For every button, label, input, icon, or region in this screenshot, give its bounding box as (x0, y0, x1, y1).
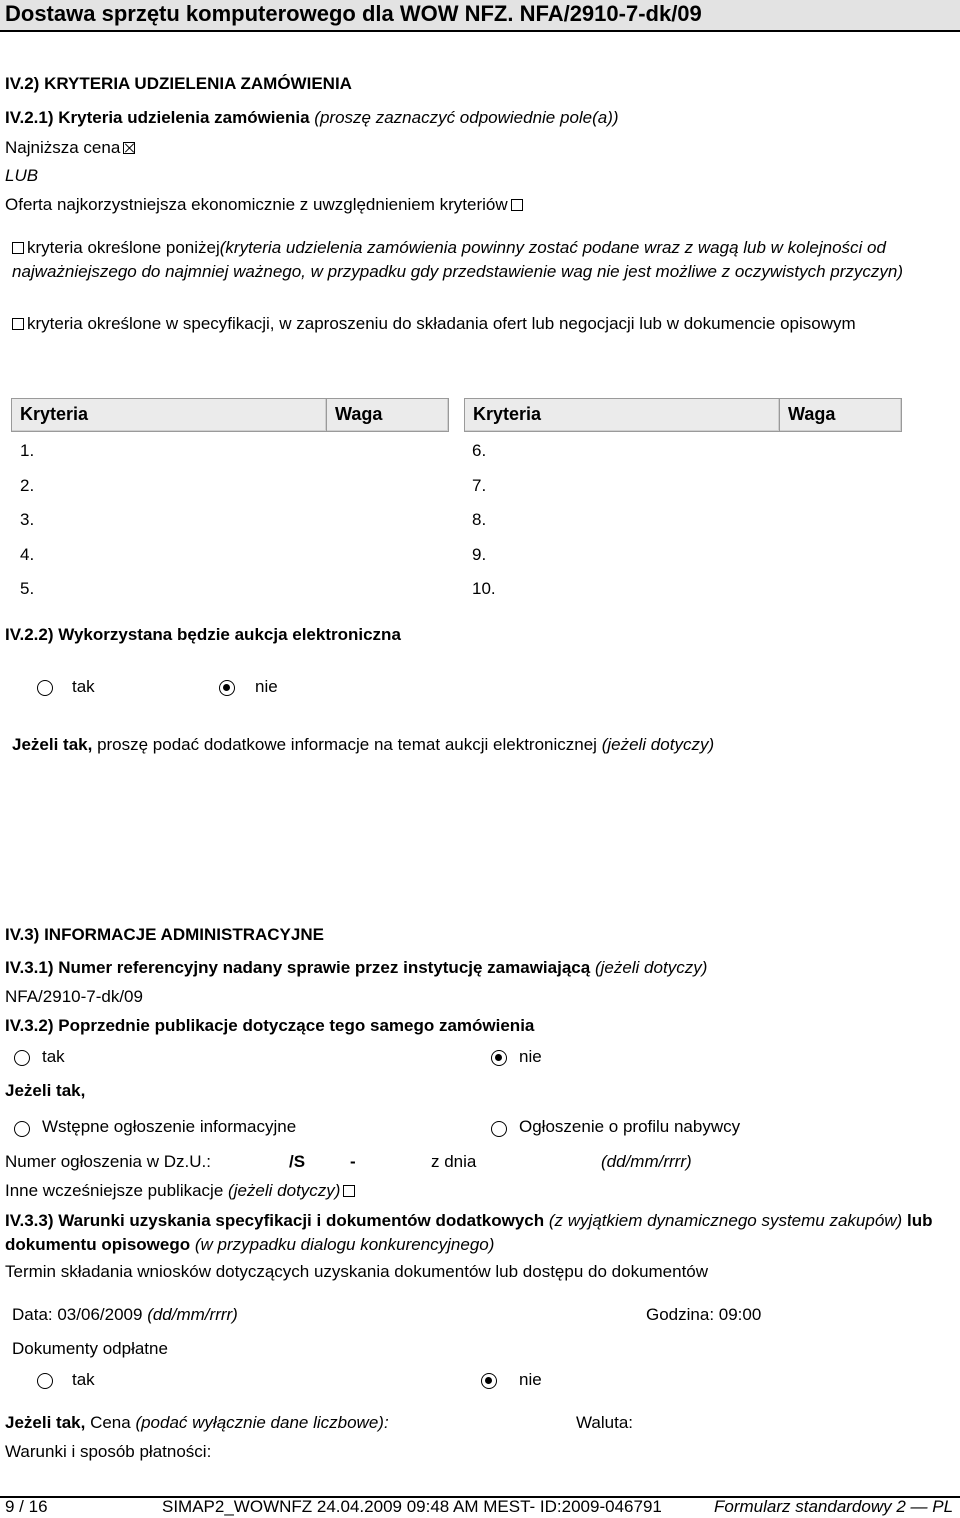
footer-form-name: Formularz standardowy 2 — PL (714, 1497, 954, 1516)
table-row: 2. (20, 476, 35, 495)
criteria-below-label: kryteria określone poniżej (27, 238, 220, 257)
criteria-below-option[interactable] (12, 236, 947, 284)
checkbox-icon[interactable] (12, 242, 24, 254)
notice-dash: - (350, 1152, 356, 1171)
deadline-label: Termin składania wniosków dotyczących uzyskania dokumentów lub dostępu do dokumentów (5, 1262, 709, 1281)
section-iv3-heading: IV.3) INFORMACJE ADMINISTRACYJNE (5, 925, 324, 944)
lowest-price-label: Najniższa cena (5, 138, 121, 157)
prev-pub-no-label: nie (519, 1047, 542, 1066)
auction-info-bold: Jeżeli tak, (12, 735, 93, 754)
auction-no-radio[interactable] (219, 680, 235, 696)
table-header-criteria-left: Kryteria (11, 398, 327, 432)
table-row: 10. (472, 579, 496, 598)
table-header-weight-left: Waga (326, 398, 449, 432)
other-publications-italic: (jeżeli dotyczy) (228, 1181, 341, 1200)
notice-s-label: /S (289, 1152, 306, 1171)
reference-number: NFA/2910-7-dk/09 (5, 987, 143, 1006)
page-title: Dostawa sprzętu komputerowego dla WOW NFZ. NFA/2910-7-dk/09 (5, 1, 702, 26)
other-publications-label: Inne wcześniejsze publikacje (5, 1181, 224, 1200)
pin-radio[interactable] (14, 1121, 30, 1137)
prev-pub-yes-radio[interactable] (14, 1050, 30, 1066)
other-publications[interactable] (5, 1181, 358, 1201)
auction-info-italic: (jeżeli dotyczy) (601, 735, 715, 754)
price-label: Cena (90, 1413, 131, 1432)
deadline-date-value: Data: 03/06/2009 (12, 1305, 143, 1324)
prev-pub-no-radio[interactable] (491, 1050, 507, 1066)
footer-document-id: SIMAP2_WOWNFZ 24.04.2009 09:48 AM MEST- ID:2009-046791 (162, 1497, 662, 1516)
checkbox-icon[interactable] (511, 199, 523, 211)
payment-terms-label: Warunki i sposób płatności: (5, 1442, 212, 1461)
table-row: 8. (472, 510, 487, 529)
table-row: 9. (472, 545, 487, 564)
deadline-date-format: (dd/mm/rrrr) (147, 1305, 238, 1324)
currency-label: Waluta: (576, 1413, 634, 1432)
table-row: 6. (472, 441, 487, 460)
deadline-date (12, 1305, 238, 1325)
or-label: LUB (5, 166, 39, 185)
meat-label: Oferta najkorzystniejsza ekonomicznie z uwzględnieniem kryteriów (5, 195, 508, 214)
criteria-below-note: (kryteria udzielenia zamówienia powinny zostać podane wraz z wagą lub w kolejności od najważniejszego do najmniej ważnego, w przypadku gdy przedstawienie wag nie jest możliwe z oczywistych przyczyn) (12, 238, 904, 281)
prev-pub-if-yes: Jeżeli tak, (5, 1081, 86, 1100)
section-iv33-heading-italic1: (z wyjątkiem dynamicznego systemu zakupów) (548, 1211, 903, 1230)
section-iv21-heading (5, 108, 619, 128)
section-iv22-heading: IV.2.2) Wykorzystana będzie aukcja elektroniczna (5, 625, 401, 644)
table-row: 7. (472, 476, 487, 495)
prev-pub-yes-label: tak (42, 1047, 65, 1066)
section-iv33-heading-italic2: (w przypadku dialogu konkurencyjnego) (194, 1235, 495, 1254)
section-iv33-heading-bold: IV.3.3) Warunki uzyskania specyfikacji i dokumentów dodatkowych (5, 1211, 545, 1230)
criteria-spec-label: kryteria określone w specyfikacji, w zaproszeniu do składania ofert lub negocjacji lub w dokumencie opisowym (27, 314, 856, 333)
price-line (5, 1413, 389, 1433)
section-iv21-heading-italic: (proszę zaznaczyć odpowiednie pole(a)) (314, 108, 619, 127)
auction-yes-label: tak (72, 677, 95, 696)
paid-documents-label: Dokumenty odpłatne (12, 1339, 168, 1358)
section-iv32-heading: IV.3.2) Poprzednie publikacje dotyczące tego samego zamówienia (5, 1016, 535, 1035)
meat-option[interactable] (5, 195, 526, 215)
auction-yes-radio[interactable] (37, 680, 53, 696)
section-iv31-heading-bold: IV.3.1) Numer referencyjny nadany sprawie przez instytucję zamawiającą (5, 958, 591, 977)
section-iv31-heading-italic: (jeżeli dotyczy) (594, 958, 708, 977)
section-iv33-heading-bold2: lub dokumentu opisowego (5, 1211, 933, 1254)
lowest-price-option[interactable] (5, 138, 138, 158)
auction-no-label: nie (255, 677, 278, 696)
checked-box-icon[interactable] (123, 142, 135, 154)
paid-docs-yes-label: tak (72, 1370, 95, 1389)
auction-info-text: proszę podać dodatkowe informacje na temat aukcji elektronicznej (97, 735, 597, 754)
deadline-time: Godzina: 09:00 (646, 1305, 762, 1324)
paid-docs-no-label: nie (519, 1370, 542, 1389)
checkbox-icon[interactable] (343, 1185, 355, 1197)
price-note: (podać wyłącznie dane liczbowe): (135, 1413, 389, 1432)
section-iv31-heading (5, 958, 707, 978)
checkbox-icon[interactable] (12, 318, 24, 330)
table-row: 5. (20, 579, 35, 598)
notice-number-label: Numer ogłoszenia w Dz.U.: (5, 1152, 211, 1171)
footer-page-number: 9 / 16 (5, 1497, 48, 1516)
section-iv2-heading: IV.2) KRYTERIA UDZIELENIA ZAMÓWIENIA (5, 74, 352, 93)
table-header-criteria-right: Kryteria (464, 398, 780, 432)
notice-date-label: z dnia (431, 1152, 477, 1171)
table-header-weight-right: Waga (779, 398, 902, 432)
buyer-profile-radio[interactable] (491, 1121, 507, 1137)
table-row: 1. (20, 441, 35, 460)
auction-info-line (12, 735, 714, 755)
pin-label: Wstępne ogłoszenie informacyjne (42, 1117, 297, 1136)
notice-date-format: (dd/mm/rrrr) (601, 1152, 692, 1171)
table-row: 3. (20, 510, 35, 529)
paid-docs-no-radio[interactable] (481, 1373, 497, 1389)
criteria-spec-option[interactable] (12, 312, 947, 336)
section-iv21-heading-bold: IV.2.1) Kryteria udzielenia zamówienia (5, 108, 310, 127)
table-row: 4. (20, 545, 35, 564)
buyer-profile-label: Ogłoszenie o profilu nabywcy (519, 1117, 741, 1136)
price-if-yes: Jeżeli tak, (5, 1413, 86, 1432)
section-iv33-heading (5, 1209, 950, 1257)
paid-docs-yes-radio[interactable] (37, 1373, 53, 1389)
